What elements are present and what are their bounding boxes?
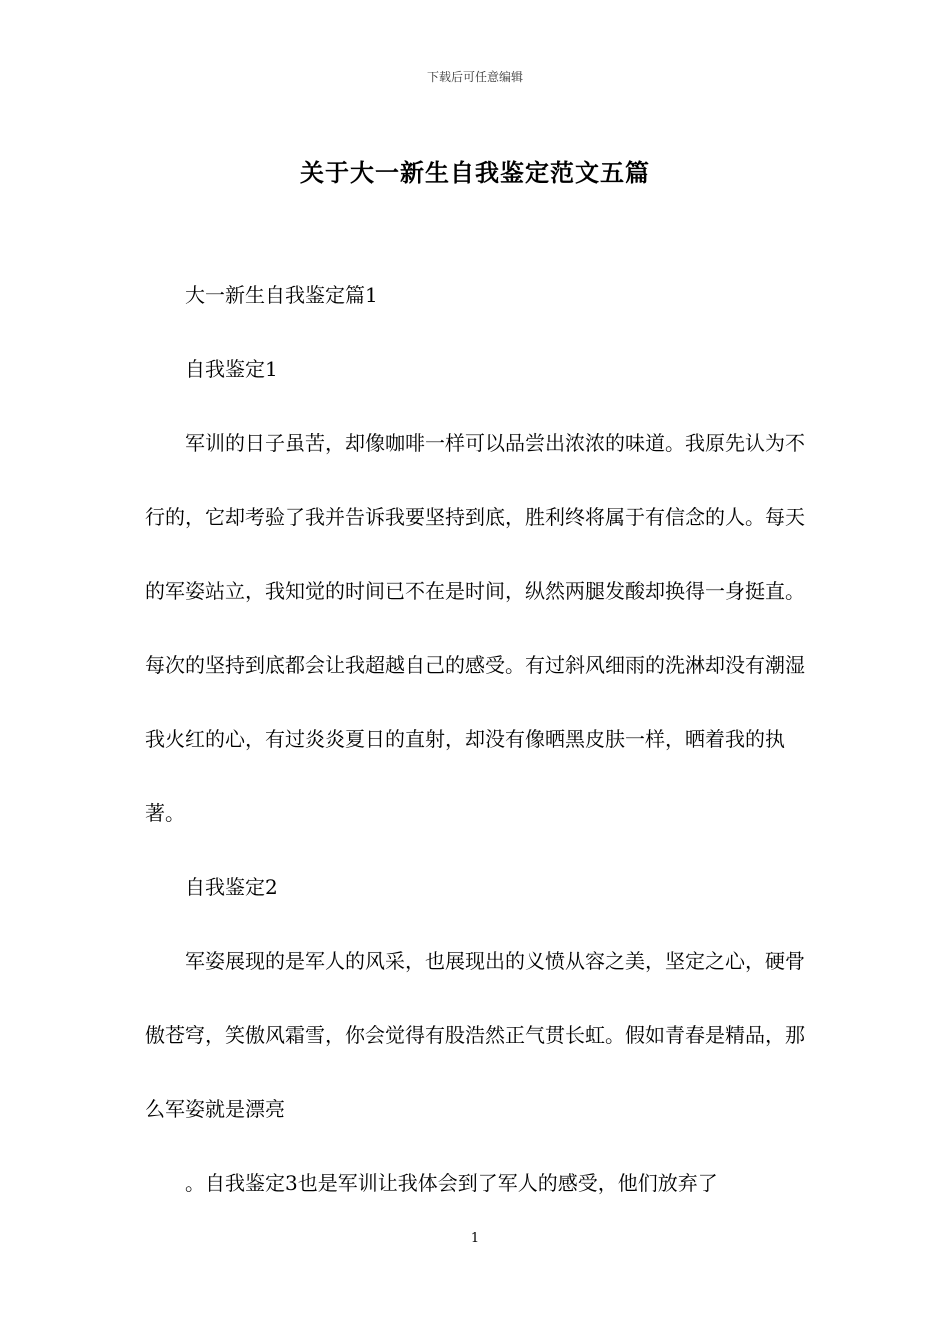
- header-note: 下载后可任意编辑: [426, 70, 523, 84]
- document-body: [145, 280, 805, 1242]
- document-title: 关于大一新生自我鉴定范文五篇: [300, 158, 650, 187]
- page-number: 1: [470, 1231, 480, 1246]
- section-heading: 大一新生自我鉴定篇1: [185, 283, 378, 307]
- paragraph-1: 军训的日子虽苦，却像咖啡一样可以品尝出浓浓的味道。我原先认为不行的，它却考验了我并告诉我要坚持到底，胜利终将属于有信念的人。每天的军姿站立，我知觉的时间已不在是时间，纵然两腿发酸却换得一身挺直。每次的坚持到底都会让我超越自己的感受。有过斜风细雨的洗淋却没有潮湿我火红的心，有过炎炎夏日的直射，却没有像晒黑皮肤一样，晒着我的执著。: [145, 431, 805, 825]
- paragraph-heading-1: 自我鉴定1: [185, 357, 278, 381]
- paragraph-heading-2: 自我鉴定2: [185, 875, 278, 899]
- paragraph-3: 。自我鉴定3也是军训让我体会到了军人的感受，他们放弃了: [185, 1171, 718, 1195]
- paragraph-2: 军姿展现的是军人的风采，也展现出的义愤从容之美，坚定之心，硬骨傲苍穹，笑傲风霜雪，你会觉得有股浩然正气贯长虹。假如青春是精品，那么军姿就是漂亮: [145, 949, 805, 1121]
